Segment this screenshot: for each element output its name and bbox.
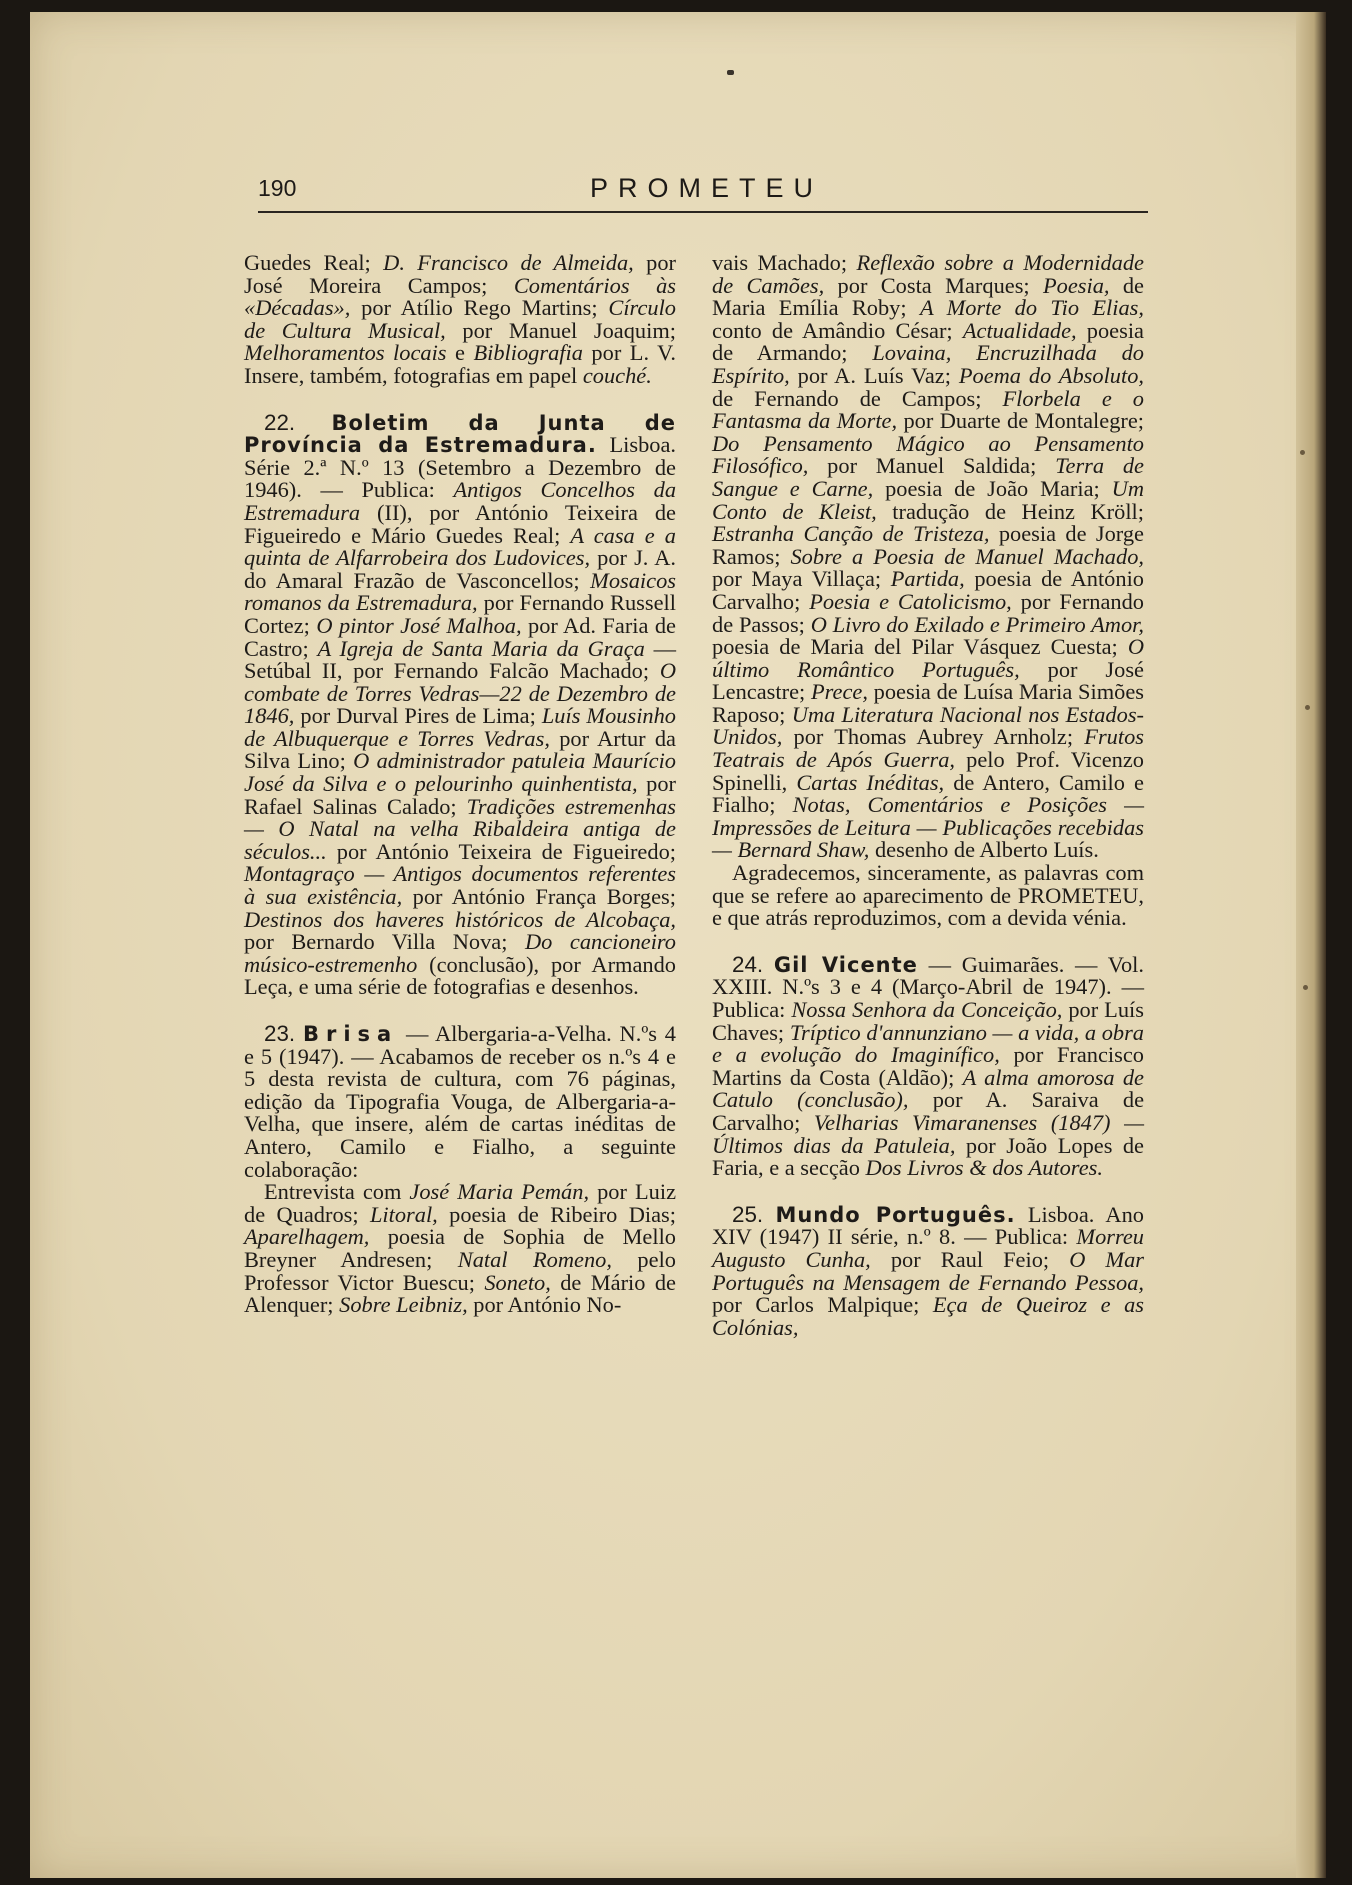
text: poesia de Ribeiro Dias; — [437, 1201, 676, 1227]
text: vais Machado; — [712, 250, 857, 275]
work-title: O Livro do Exilado e Primeiro Amor, — [810, 611, 1144, 637]
work-title: Montagraço — Antigos documentos referentes à sua existência, — [244, 861, 676, 910]
entry-23 — [244, 1023, 676, 1181]
text: Lisboa. Série 2.ª N.º 13 (Setembro a Dezembro de 1946). — Publica: — [244, 432, 676, 503]
text: de Mário de Alenquer; — [244, 1269, 676, 1318]
text: por Manuel Saldida; — [808, 453, 1056, 479]
text: poesia de Jorge Ramos; — [712, 521, 1144, 569]
work-title: Terra de Sangue e Carne, — [712, 453, 1144, 501]
text: poesia de Armando; — [712, 317, 1144, 366]
text: tradução de Heinz Kröll; — [876, 498, 1144, 524]
work-title: Nossa Senhora da Conceição, — [791, 997, 1063, 1022]
right-column — [712, 252, 1144, 1339]
text: de Maria Emília Roby; — [712, 272, 1144, 321]
work-title: Tradições estremenhas — O Natal na velha Ribaldeira antiga de séculos... — [244, 793, 676, 864]
text: conto de Amândio César; — [712, 317, 963, 343]
text: por Atílio Rego Martins; — [350, 295, 609, 321]
work-title: O pintor José Malhoa, — [316, 612, 522, 638]
entry-number: 24. — [732, 951, 764, 977]
work-title: Uma Literatura Nacional nos Estados-Unidos, — [712, 701, 1144, 750]
text: poesia de Maria del Pilar Vásquez Cuesta; — [712, 634, 1128, 660]
work-title: A Morte do Tio Elias, — [919, 295, 1144, 321]
work-title: Círculo de Cultura Musical, — [244, 295, 676, 343]
work-title: José Maria Pemán, — [409, 1179, 590, 1205]
work-title: Cartas Inéditas, — [796, 769, 945, 795]
text: por Manuel Joaquim; — [445, 317, 676, 343]
paragraph-brisa-continued — [712, 252, 1144, 862]
page-number: 190 — [258, 175, 297, 201]
text: por António Teixeira de Figueiredo; — [326, 838, 676, 864]
paragraph-agradecemos — [712, 862, 1144, 930]
text: por Bernardo Villa Nova; — [244, 929, 525, 955]
text: poesia de João Maria; — [873, 475, 1112, 501]
entry-title: Boletim da Junta de Província da Estremadura. — [244, 410, 676, 458]
text: Agradecemos, sinceramente, as palavras com que se refere ao aparecimento de PROMETEU, e que atrás reproduzimos, com a devida vénia. — [712, 860, 1144, 931]
entry-title: Gil Vicente — [773, 952, 918, 977]
text: por Luiz de Quadros; — [244, 1179, 677, 1227]
work-title: Morreu Augusto Cunha, — [712, 1224, 1144, 1272]
text: por Luís Chaves; — [712, 997, 1144, 1045]
text: pelo Prof. Vicenzo Spinelli, — [712, 747, 1144, 795]
work-title: Mosaicos romanos da Estremadura, — [244, 567, 676, 616]
text: por José Moreira Campos; — [244, 250, 676, 298]
text: por Fernando Russell Cortez; — [244, 590, 676, 638]
work-title: Bibliografia — [473, 340, 583, 366]
text: por A. Luís Vaz; — [789, 362, 959, 388]
paragraph-entrevista — [244, 1181, 676, 1317]
work-title: Poesia e Catolicismo, — [809, 588, 1012, 614]
work-title: Aparelhagem, — [244, 1224, 370, 1250]
text: de Fernando de Campos; — [712, 385, 1003, 411]
text: Entrevista com — [264, 1179, 410, 1205]
entry-number: 22. — [264, 409, 296, 435]
work-title: Actualidade, — [962, 317, 1077, 343]
entry-number: 25. — [732, 1201, 764, 1227]
work-title: Luís Mousinho de Albuquerque e Torres Vedras, — [244, 703, 676, 751]
work-title: Litoral, — [369, 1201, 438, 1227]
text: de Antero, Camilo e Fialho; — [712, 769, 1144, 818]
work-title: Soneto, — [484, 1269, 551, 1295]
text: por Thomas Aubrey Arnholz; — [782, 724, 1085, 750]
page-edge — [1296, 12, 1326, 1878]
work-title: Sobre a Poesia de Manuel Machado, — [790, 543, 1144, 569]
work-title: Um Conto de Kleist, — [712, 475, 1144, 524]
work-title: Estranha Canção de Tristeza, — [712, 521, 990, 547]
text: — Guimarães. — Vol. XXIII. N.ºs 3 e 4 (Março-Abril de 1947). — Publica: — [712, 951, 1144, 1022]
work-title: Notas, Comentários e Posições — Impressões de Leitura — Publicações recebidas — Bernard Shaw, — [712, 792, 1144, 863]
work-title: Poema do Absoluto, — [958, 362, 1144, 388]
text: por José Lencastre; — [712, 656, 1144, 705]
entry-number: 23. — [264, 1021, 296, 1046]
work-title: O administrador patuleia Maurício José da Silva e o pelourinho quinhentista, — [244, 748, 676, 797]
work-title: Tríptico d'annunziano — a vida, a obra e a evolução do Imaginífico, — [712, 1019, 1145, 1068]
work-title: O último Romântico Português, — [712, 634, 1144, 682]
work-title: Antigos Concelhos da Estremadura — [244, 477, 677, 525]
text: por Fernando de Passos; — [712, 588, 1144, 637]
work-title: Frutos Teatrais de Após Guerra, — [712, 724, 1144, 773]
text: desenho de Alberto Luís. — [869, 837, 1099, 863]
text: poesia de Luísa Maria Simões Raposo; — [712, 679, 1144, 727]
text: (conclusão), por Armando Leça, e uma série de fotografias e desenhos. — [244, 951, 676, 1000]
work-title: D. Francisco de Almeida, — [383, 250, 634, 275]
work-title: Destinos dos haveres históricos de Alcobaça, — [244, 906, 676, 932]
text: — Setúbal II, por Fernando Falcão Machado; — [244, 635, 676, 684]
work-title: Do Pensamento Mágico ao Pensamento Filosófico, — [712, 430, 1144, 479]
work-title: Eça de Queiroz e as Colónias, — [712, 1292, 1144, 1340]
ink-speck — [727, 70, 734, 75]
work-title: Poesia, — [1042, 272, 1110, 298]
work-title: Prece, — [810, 679, 868, 705]
entry-22 — [244, 409, 677, 1000]
text: por Costa Marques; — [824, 272, 1043, 298]
work-title: Melhoramentos locais — [244, 340, 447, 366]
entry-title: Mundo Português. — [775, 1202, 1016, 1227]
work-title: Natal Romeno, — [457, 1246, 612, 1272]
margin-speck — [1300, 450, 1305, 455]
paragraph-guedes-real — [244, 252, 676, 388]
text: por A. Saraiva de Carvalho; — [712, 1087, 1145, 1135]
work-title: Comentários às «Décadas», — [244, 272, 676, 321]
work-title: Sobre Leibniz, — [339, 1292, 468, 1318]
text: pelo Professor Victor Buescu; — [244, 1246, 676, 1295]
work-title: O combate de Torres Vedras—22 de Dezembro de 1846, — [244, 658, 676, 729]
work-title: Dos Livros & dos Autores. — [865, 1155, 1103, 1181]
work-title: Velharias Vimaranenses (1847) — Últimos dias da Patuleia, — [712, 1109, 1144, 1158]
text: por Francisco Martins da Costa (Aldão); — [712, 1042, 1145, 1090]
text: por Rafael Salinas Calado; — [244, 771, 676, 819]
entry-title: Brisa — [302, 1022, 399, 1046]
work-title: Lovaina, Encruzilhada do Espírito, — [712, 340, 1144, 388]
margin-speck — [1303, 985, 1308, 990]
text: poesia de Sophia de Mello Breyner Andresen; — [244, 1224, 676, 1272]
work-title: A Igreja de Santa Maria da Graça — [317, 635, 645, 661]
running-title: PROMETEU — [590, 173, 824, 203]
text: por Durval Pires de Lima; — [294, 703, 542, 729]
text: Lisboa. Ano XIV (1947) II série, n.º 8. — Publica: — [712, 1201, 1144, 1250]
text: por João Lopes de Faria, e a secção — [712, 1132, 1144, 1181]
margin-speck — [1305, 705, 1310, 710]
text: por Maya Villaça; — [712, 566, 891, 592]
work-title: O Mar Português na Mensagem de Fernando Pessoa, — [712, 1246, 1144, 1295]
text: por J. A. do Amaral Frazão de Vasconcellos; — [244, 545, 676, 593]
entry-24 — [712, 951, 1145, 1181]
work-title: Partida, — [890, 566, 965, 592]
text: — Albergaria-a-Velha. N.ºs 4 e 5 (1947). — Acabamos de receber os n.ºs 4 e 5 desta revista de cultura, com 76 páginas, edição da Tipografia Vouga, de Albergaria-a-Velha, que insere, além de cartas inéditas de Antero, Camilo e Fialho, a seguinte colaboração: — [244, 1021, 676, 1182]
text: por L. V. Insere, também, fotografias em papel — [244, 340, 677, 388]
text: por Carlos Malpique; — [712, 1292, 933, 1318]
page-header — [258, 175, 1148, 213]
work-title: A casa e a quinta de Alfarrobeira dos Ludovices, — [244, 522, 676, 571]
text: (II), por António Teixeira de Figueiredo e Mário Guedes Real; — [244, 499, 676, 548]
left-column — [244, 252, 676, 1317]
work-title: couché. — [582, 362, 652, 388]
work-title: A alma amorosa de Catulo (conclusão), — [712, 1064, 1144, 1113]
text: por Raul Feio; — [870, 1246, 1070, 1272]
work-title: Do cancioneiro músico-estremenho — [244, 929, 677, 977]
text: poesia de António Carvalho; — [712, 566, 1144, 614]
work-title: Reflexão sobre a Modernidade de Camões, — [712, 250, 1144, 298]
entry-25 — [712, 1201, 1144, 1340]
work-title: Florbela e o Fantasma da Morte, — [712, 385, 1144, 434]
text: por Duarte de Montalegre; — [897, 408, 1145, 434]
text: por Artur da Silva Lino; — [244, 725, 676, 774]
text: por Ad. Faria de Castro; — [244, 612, 676, 661]
text: Guedes Real; — [244, 250, 384, 275]
text: e — [446, 340, 474, 366]
text: por António França Borges; — [402, 884, 676, 910]
text: por António No- — [467, 1292, 622, 1318]
